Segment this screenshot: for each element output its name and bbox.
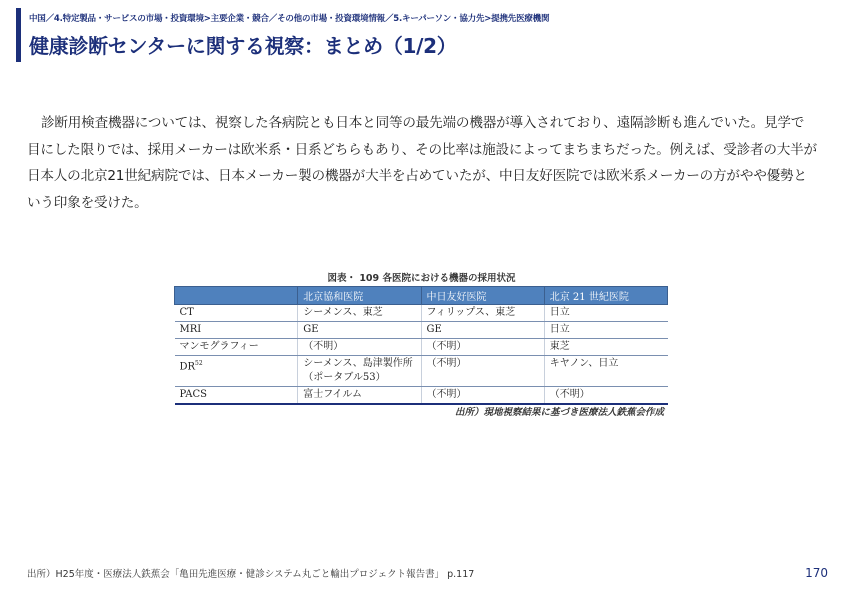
footer-source: 出所）H25年度・医療法人鉄蕉会「亀田先進医療・健診システム丸ごと輸出プロジェクト報告書」 p.117 xyxy=(27,569,475,580)
table-header-row xyxy=(175,287,668,305)
table-cell: 日立 xyxy=(544,305,667,322)
table-cell: キヤノン、日立 xyxy=(544,356,667,387)
table-caption: 図表・ 109 各医院における機器の採用状況 xyxy=(327,273,516,284)
table-cell: （不明） xyxy=(544,387,667,405)
table-cell: （不明） xyxy=(298,339,421,356)
table-cell: 東芝 xyxy=(544,339,667,356)
table-row xyxy=(175,339,668,356)
device-name: マンモグラフィー xyxy=(179,341,259,352)
table-cell: GE xyxy=(298,322,421,339)
table-row xyxy=(175,305,668,322)
table-cell: 富士フイルム xyxy=(298,387,421,405)
page-number: 170 xyxy=(805,566,828,580)
column-header: 北京協和医院 xyxy=(298,287,421,305)
table-cell: （不明） xyxy=(421,387,544,405)
table-cell: （不明） xyxy=(421,339,544,356)
body-paragraph: 診断用検査機器については、視察した各病院とも日本と同等の最先端の機器が導入されており、遠隔診断も進んでいた。見学で目にした限りでは、採用メーカーは欧米系・日系どちらもあり、その比率は施設によってまちまちだった。例えば、受診者の大半が日本人の北京21世紀病院では、日本メーカー製の機器が大半を占めていたが、中日友好医院では欧米系メーカーの方がやや優勢という印象を受けた。 xyxy=(27,115,817,211)
table-cell: 日立 xyxy=(544,322,667,339)
table-cell: シーメンス、東芝 xyxy=(298,305,421,322)
table-cell: GE xyxy=(421,322,544,339)
title-accent-bar xyxy=(16,8,21,62)
device-cell xyxy=(175,322,298,339)
column-header: 北京 21 世紀医院 xyxy=(544,287,667,305)
device-adoption-table xyxy=(174,286,668,405)
table-cell: フィリップス、東芝 xyxy=(421,305,544,322)
device-cell xyxy=(175,387,298,405)
column-header xyxy=(175,287,298,305)
device-cell xyxy=(175,339,298,356)
device-cell xyxy=(175,305,298,322)
page-title: 健康診断センターに関する視察：まとめ（1/2） xyxy=(29,34,457,58)
table-cell: シーメンス、島津製作所（ポータブル53） xyxy=(298,356,421,387)
device-name: PACS xyxy=(179,389,208,400)
table-row xyxy=(175,387,668,405)
table-cell: （不明） xyxy=(421,356,544,387)
column-header: 中日友好医院 xyxy=(421,287,544,305)
table-row xyxy=(175,322,668,339)
table-row xyxy=(175,356,668,387)
device-name: MRI xyxy=(179,324,202,335)
breadcrumb: 中国／4.特定製品・サービスの市場・投資環境>主要企業・競合／その他の市場・投資環境情報／5.キーパーソン・協力先>提携先医療機関 xyxy=(29,14,550,24)
device-name: CT xyxy=(179,307,194,318)
footnote-marker: 52 xyxy=(195,360,203,367)
device-cell xyxy=(175,356,298,387)
body-text xyxy=(27,110,817,216)
table-source-note: 出所）現地視察結果に基づき医療法人鉄蕉会作成 xyxy=(454,407,664,418)
device-name: DR xyxy=(179,361,196,373)
